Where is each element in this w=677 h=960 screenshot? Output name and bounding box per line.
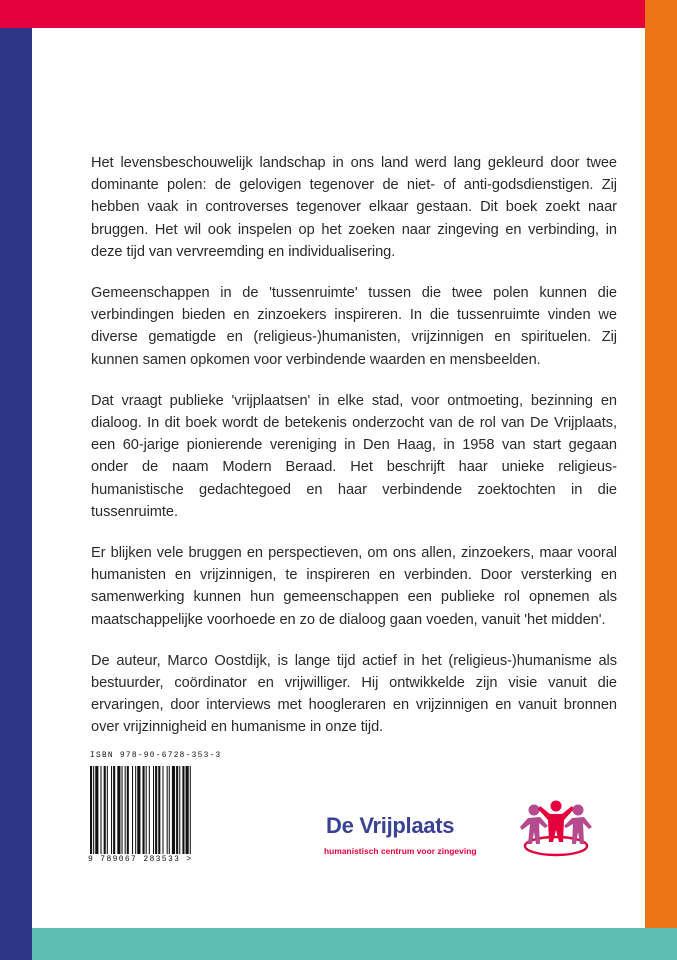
barcode-icon <box>90 766 220 854</box>
de-vrijplaats-logo <box>322 800 602 870</box>
paragraph-5: De auteur, Marco Oostdijk, is lange tijd actief in het (religieus-)humanisme als bestuurder, coördinator en vrijwilliger. Hij ontwikkelde zijn visie vanuit die ervaringen, door interviews met hoogleraren en vrijzinnigen en vanuit bronnen over vrijzinnigheid en humanisme in onze tijd. <box>91 652 617 736</box>
barcode-digits: 9 789067 283533 > <box>88 855 193 864</box>
logo-tagline: humanistisch centrum voor zingeving <box>324 846 477 856</box>
paragraph-4: Er blijken vele bruggen en perspectieven, om ons allen, zinzoekers, maar vooral humanisten en vrijzinnigen, te inspireren en verbinden. Door versterking en samenwerking kunnen hun gemeenschappen een publieke rol opnemen als maatschappelijke voorhoede en zo de dialoog gaan voeden, vanuit 'het midden'. <box>91 545 617 628</box>
isbn-barcode-block <box>90 752 220 868</box>
top-color-bar <box>0 0 645 28</box>
logo-name: De Vrijplaats <box>326 813 455 838</box>
left-color-bar <box>0 28 32 960</box>
back-cover-text <box>91 152 617 758</box>
paragraph-1: Het levensbeschouwelijk landschap in ons land werd lang gekleurd door twee dominante polen: de gelovigen tegenover de niet- of anti-godsdienstigen. Zij hebben vaak in controverses tegenover elkaar gestaan. Dit boek zoekt naar bruggen. Het wil ook inspelen op het zoeken naar zingeving en verbinding, in deze tijd van vervreemding en individualisering. <box>91 155 617 260</box>
paragraph-2: Gemeenschappen in de 'tussenruimte' tussen die twee polen kunnen die verbindingen bieden en zinzoekers inspireren. In die tussenruimte vinden we diverse gematigde en (religieus-)humanisten, vrijzinnigen en spirituelen. Zij kunnen samen opkomen voor verbindende waarden en mensbeelden. <box>91 285 617 368</box>
bottom-color-bar <box>32 928 677 960</box>
three-people-figures-icon <box>518 800 594 862</box>
isbn-label: ISBN 978-90-6728-353-3 <box>90 752 222 760</box>
paragraph-3: Dat vraagt publieke 'vrijplaatsen' in elke stad, voor ontmoeting, bezinning en dialoog. In dit boek wordt de betekenis onderzocht van de rol van De Vrijplaats, een 60-jarige pionierende vereniging in Den Haag, in 1958 van start gegaan onder de naam Modern Beraad. Het beschrijft haar unieke religieus-humanistische gedachtegoed en haar verbindende zoektochten in die tussenruimte. <box>91 392 617 520</box>
right-color-bar <box>645 0 677 928</box>
